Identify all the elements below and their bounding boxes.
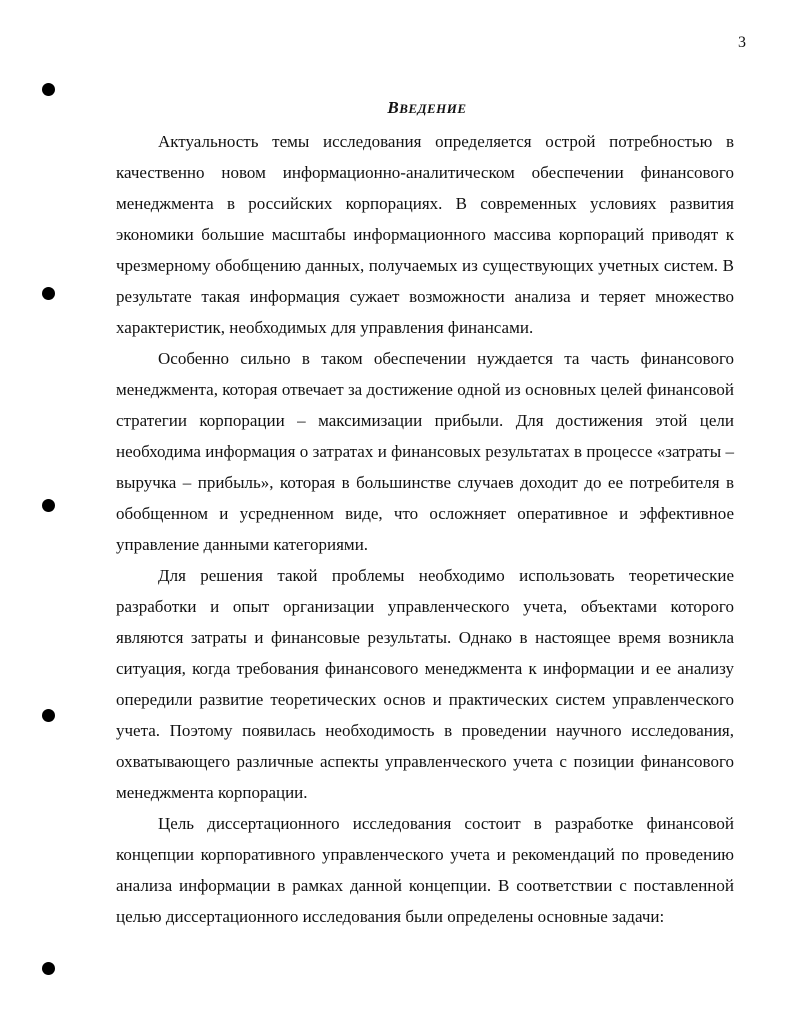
punch-hole (42, 499, 55, 512)
heading-rest: ВЕДЕНИЕ (399, 101, 467, 116)
text-body (116, 126, 734, 932)
section-heading (0, 98, 794, 118)
heading-first-letter: В (387, 98, 400, 117)
paragraph: Актуальность темы исследования определяется острой потребностью в качественно новом информационно-аналитическом обеспечении финансового менеджмента в российских корпорациях. В современных условиях развития экономики большие масштабы информационного массива корпораций приводят к чрезмерному обобщению данных, получаемых из существующих учетных систем. В результате такая информация сужает возможности анализа и теряет множество характеристик, необходимых для управления финансами. (116, 132, 734, 337)
page-number: 3 (738, 34, 746, 51)
paragraph: Особенно сильно в таком обеспечении нуждается та часть финансового менеджмента, которая отвечает за достижение одной из основных целей финансовой стратегии корпорации – максимизации прибыли. Для достижения этой цели необходима информация о затратах и финансовых результатах в процессе «затраты – выручка – прибыль», которая в большинстве случаев доходит до ее потребителя в обобщенном и усредненном виде, что осложняет оперативное и эффективное управление данными категориями. (116, 349, 734, 554)
paragraph: Для решения такой проблемы необходимо использовать теоретические разработки и опыт организации управленческого учета, объектами которого являются затраты и финансовые результаты. Однако в настоящее время возникла ситуация, когда требования финансового менеджмента к информации и ее анализу опередили развитие теоретических основ и практических систем управленческого учета. Поэтому появилась необходимость в проведении научного исследования, охватывающего различные аспекты управленческого учета с позиции финансового менеджмента корпорации. (116, 566, 734, 802)
punch-hole (42, 83, 55, 96)
punch-hole (42, 962, 55, 975)
punch-hole (42, 287, 55, 300)
punch-hole (42, 709, 55, 722)
paragraph: Цель диссертационного исследования состоит в разработке финансовой концепции корпоративного управленческого учета и рекомендаций по проведению анализа информации в рамках данной концепции. В соответствии с поставленной целью диссертационного исследования были определены основные задачи: (116, 814, 734, 926)
